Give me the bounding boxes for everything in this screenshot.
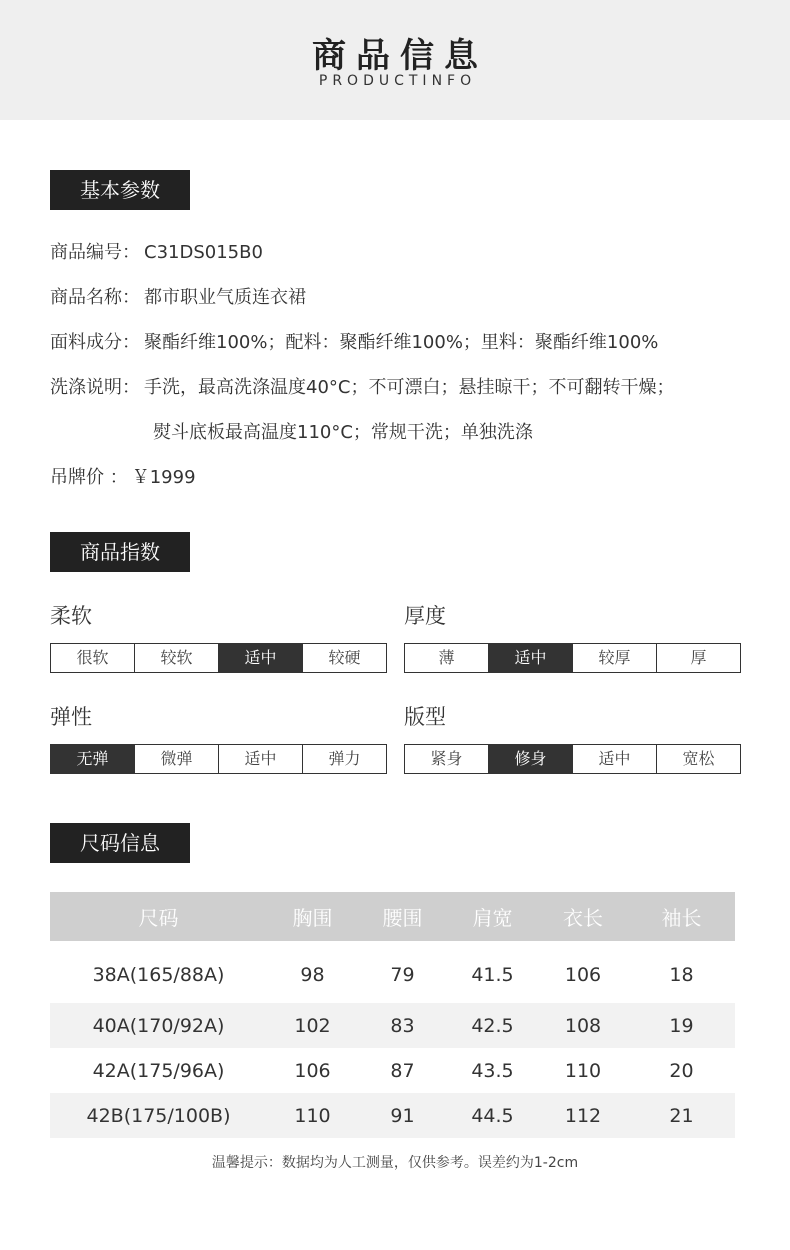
table-cell: 91 [358, 1093, 447, 1138]
scale-option: 适中 [489, 644, 573, 672]
page-title: 商品信息 [312, 36, 488, 76]
table-row [50, 941, 735, 1003]
param-value: C31DS015B0 [144, 242, 263, 263]
scale-option: 厚 [690, 648, 707, 667]
size-table [50, 892, 735, 1138]
index-title-thickness: 厚度 [404, 604, 446, 628]
table-row [50, 1093, 735, 1138]
scale-option: 较硬 [328, 648, 361, 667]
param-value: 聚酯纤维100%；配料：聚酯纤维100%；里料：聚酯纤维100% [144, 332, 659, 353]
param-row-price [50, 463, 196, 489]
column-header: 尺码 [50, 892, 267, 941]
page-subtitle: PRODUCTINFO [318, 73, 477, 89]
table-cell: 110 [564, 1059, 602, 1082]
param-label: 面料成分： [50, 332, 140, 353]
scale-option: 紧身 [405, 745, 489, 773]
param-row-name [50, 283, 306, 309]
scale-option: 修身 [489, 745, 573, 773]
scale-option: 较软 [135, 644, 219, 672]
table-row [50, 1003, 735, 1048]
table-cell: 110 [267, 1093, 358, 1138]
table-cell: 44.5 [447, 1093, 538, 1138]
table-cell: 20 [669, 1059, 694, 1082]
scale-option: 适中 [219, 644, 303, 672]
param-label: 商品名称： [50, 287, 140, 308]
table-cell: 40A(170/92A) [50, 1003, 267, 1048]
param-label: 吊牌价 ： [50, 467, 128, 488]
index-title-softness: 柔软 [50, 604, 92, 628]
param-label: 商品编号： [50, 242, 140, 263]
table-cell: 106 [564, 964, 602, 986]
param-row-wash [50, 373, 674, 399]
param-label: 洗涤说明： [50, 377, 140, 398]
section-tag-index: 商品指数 [50, 532, 190, 572]
param-row-fabric [50, 328, 658, 354]
table-cell: 42B(175/100B) [50, 1093, 267, 1138]
table-cell: 102 [267, 1003, 358, 1048]
scale-option: 宽松 [682, 749, 715, 768]
scale-elasticity [50, 744, 387, 774]
index-title-elasticity: 弹性 [50, 705, 92, 729]
scale-option: 适中 [573, 745, 657, 773]
scale-option: 微弹 [135, 745, 219, 773]
column-header: 腰围 [358, 892, 447, 941]
param-wash-continued: 熨斗底板最高温度110°C；常规干洗；单独洗涤 [153, 422, 533, 443]
param-value: ￥1999 [131, 467, 196, 488]
column-header: 袖长 [628, 892, 735, 941]
table-row [50, 1048, 735, 1093]
scale-option: 适中 [219, 745, 303, 773]
measurement-note: 温馨提示：数据均为人工测量，仅供参考。误差约为1-2cm [211, 1155, 579, 1171]
column-header: 肩宽 [447, 892, 538, 941]
table-cell: 79 [390, 964, 415, 986]
header-banner [0, 0, 790, 120]
column-header: 衣长 [538, 892, 628, 941]
table-cell: 41.5 [471, 964, 514, 986]
table-cell: 42A(175/96A) [92, 1059, 225, 1082]
table-cell: 98 [300, 964, 325, 986]
scale-thickness [404, 643, 741, 673]
index-title-fit: 版型 [404, 705, 446, 729]
scale-option: 很软 [51, 644, 135, 672]
scale-option: 薄 [405, 644, 489, 672]
size-table-header [50, 892, 735, 941]
table-cell: 18 [669, 964, 694, 986]
table-cell: 106 [294, 1059, 331, 1082]
table-cell: 83 [358, 1003, 447, 1048]
column-header: 胸围 [267, 892, 358, 941]
scale-option: 无弹 [51, 745, 135, 773]
scale-softness [50, 643, 387, 673]
table-cell: 21 [628, 1093, 735, 1138]
table-cell: 43.5 [471, 1059, 514, 1082]
section-tag-size: 尺码信息 [50, 823, 190, 863]
table-cell: 38A(165/88A) [92, 964, 225, 986]
scale-option: 弹力 [328, 749, 361, 768]
section-tag-basic: 基本参数 [50, 170, 190, 210]
table-cell: 87 [390, 1059, 415, 1082]
scale-fit [404, 744, 741, 774]
scale-option: 较厚 [573, 644, 657, 672]
table-cell: 42.5 [447, 1003, 538, 1048]
table-cell: 112 [538, 1093, 628, 1138]
table-cell: 108 [538, 1003, 628, 1048]
param-value: 手洗，最高洗涤温度40°C；不可漂白；悬挂晾干；不可翻转干燥； [144, 377, 675, 398]
param-row-code [50, 238, 263, 264]
param-value: 都市职业气质连衣裙 [144, 287, 306, 308]
table-cell: 19 [628, 1003, 735, 1048]
